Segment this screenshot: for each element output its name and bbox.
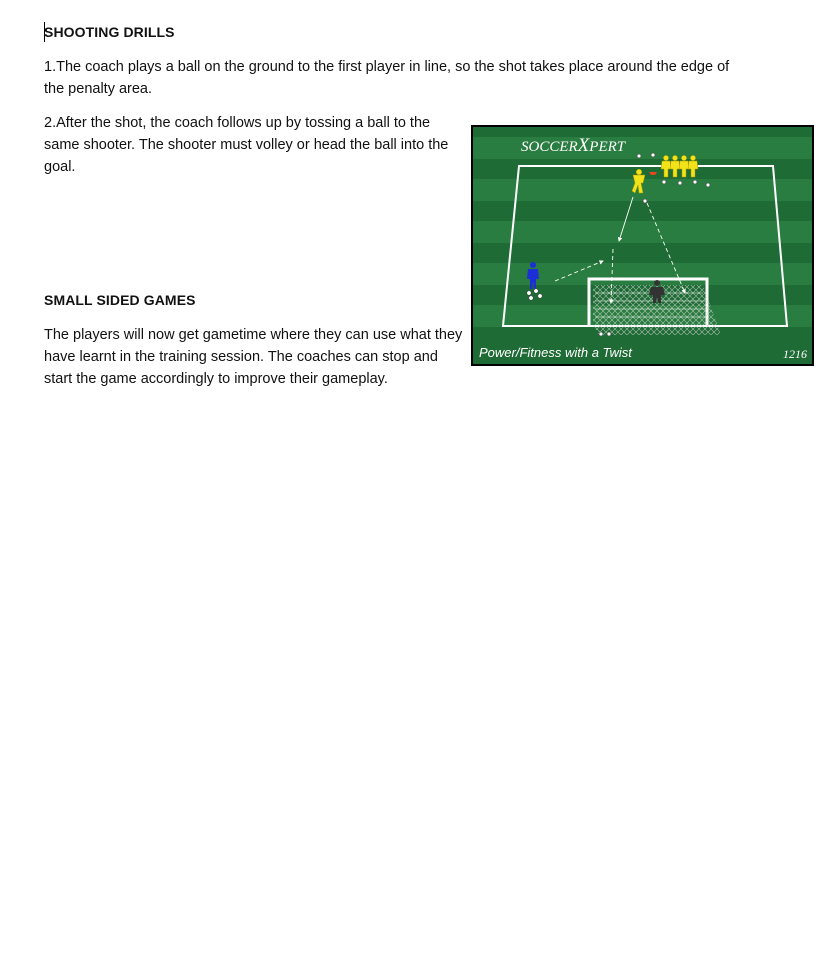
soccer-ball-icon [529,296,533,300]
soccer-ball-icon [651,153,655,157]
soccer-ball-icon [538,294,542,298]
diagram-code: 1216 [783,347,807,361]
heading-shooting-drills: SHOOTING DRILLS [44,24,175,40]
pitch-diagram-svg [471,125,814,366]
soccer-ball-icon [527,291,531,295]
paragraph-gametime: The players will now get gametime where they can use what they have learnt in the training session. The coaches can stop and start the game accordingly to improve their gameplay. [44,327,463,387]
soccer-ball-icon [599,332,603,336]
drill-diagram [471,125,814,366]
soccer-ball-icon [534,289,538,293]
diagram-caption: Power/Fitness with a Twist [479,345,632,360]
heading-small-sided-games: SMALL SIDED GAMES [44,292,196,308]
paragraph-after-shot: 2.After the shot, the coach follows up by tossing a ball to the same shooter. The shooter must volley or head the ball into the goal. [44,115,449,175]
soccer-ball-icon [678,181,682,185]
soccerxpert-logo: SOCCERXPERT [521,135,626,156]
paragraph-coach-plays-ball: 1.The coach plays a ball on the ground to the first player in line, so the shot takes place around the edge of the penalty area. [44,59,730,97]
soccer-ball-icon [693,180,697,184]
soccer-ball-icon [706,183,710,187]
soccer-ball-icon [662,180,666,184]
soccer-ball-icon [607,332,611,336]
soccer-ball-icon [637,154,641,158]
soccer-ball-icon [643,199,647,203]
